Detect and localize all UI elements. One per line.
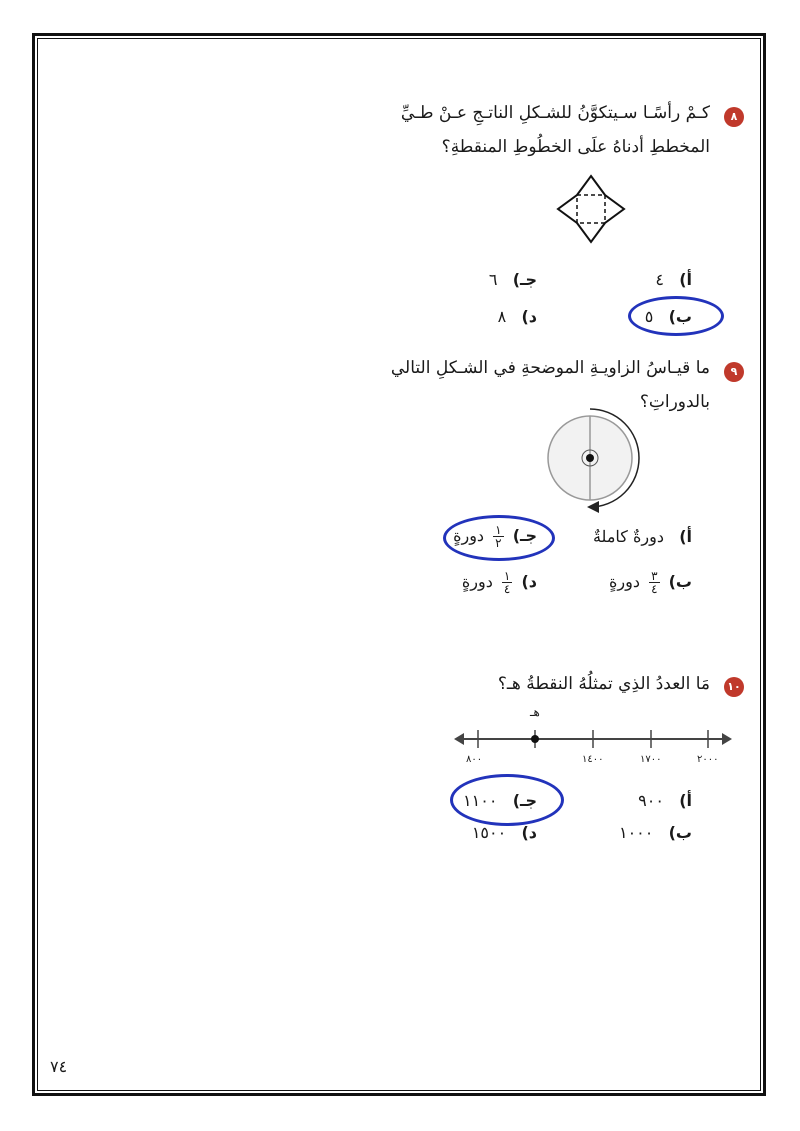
option-value: ١٥٠٠ (471, 823, 507, 842)
question-10-option-a[interactable] (638, 791, 692, 810)
question-10-option-b[interactable] (619, 823, 692, 842)
option-label: أ) (679, 527, 692, 546)
option-value: ١١٠٠ (463, 791, 498, 810)
option-value: دورةٍ (461, 572, 493, 591)
question-8-text-line2: المخططِ أدناهُ علَى الخطُوطِ المنقطةِ؟ (441, 137, 710, 157)
option-label: جـ) (512, 791, 537, 810)
option-value: ٤ (655, 270, 664, 289)
option-label: ب) (668, 572, 692, 591)
question-8-text-line1: كـمْ رأسًـا سـيتكوَّنُ للشـكلِ الناتـجِ عـنْ طـيِّ (400, 103, 710, 123)
option-label: ب) (668, 307, 692, 326)
option-label: د) (521, 572, 537, 591)
number-line-tick-label: ٢٠٠٠ (697, 754, 719, 765)
option-value: ١٠٠٠ (618, 823, 654, 842)
question-8-number-badge: ٨ (724, 107, 744, 127)
option-value: ٩٠٠ (638, 791, 664, 810)
question-9-number-badge: ٩ (724, 362, 744, 382)
option-value: ٥ (644, 307, 654, 326)
question-9-answer-circle (443, 515, 555, 561)
question-8-option-c[interactable] (489, 270, 537, 289)
page-number: ٧٤ (50, 1057, 68, 1076)
option-value: دورةٍ (609, 572, 640, 591)
question-9-text-line2: بالدوراتِ؟ (639, 392, 710, 412)
option-value: دورةٌ كاملةٌ (592, 527, 664, 546)
option-label: أ) (679, 791, 692, 810)
fraction: $\frac{٣}{٤}$ (651, 569, 658, 596)
question-8-answer-circle (628, 296, 724, 336)
question-9-turn-diagram (540, 408, 645, 516)
number-line-tick-label: ٨٠٠ (466, 754, 483, 765)
option-value: ٨ (497, 307, 507, 326)
option-label: جـ) (512, 526, 537, 545)
number-line-point-label: هـ (530, 705, 540, 719)
question-8-option-d[interactable] (498, 307, 537, 326)
question-10-number-line (450, 720, 735, 750)
question-8-option-a[interactable] (655, 270, 692, 289)
option-label: د) (521, 307, 537, 326)
question-10-text-line1: مَا العددُ الذِي تمثلُهُ النقطةُ هـ؟ (497, 674, 710, 694)
option-value: دورةٍ (453, 526, 485, 545)
question-10-answer-circle (450, 774, 564, 826)
number-line-tick-label: ١٤٠٠ (582, 754, 604, 765)
question-8-net-diagram (550, 172, 632, 246)
question-9-text-line1: ما قيـاسُ الزاويـةِ الموضحةِ في الشـكلِ التالي (390, 358, 710, 378)
question-9-option-d[interactable] (462, 570, 537, 595)
option-label: د) (521, 823, 537, 842)
fraction: $\frac{١}{٢}$ (495, 523, 502, 550)
option-label: ب) (668, 823, 692, 842)
number-line-tick-label: ١٧٠٠ (640, 754, 662, 765)
question-10-number-badge: ١٠ (724, 677, 744, 697)
option-value: ٦ (488, 270, 498, 289)
page-border-inner (37, 38, 761, 1091)
question-9-option-a[interactable] (593, 527, 692, 546)
question-9-option-b[interactable] (609, 570, 692, 595)
fraction: $\frac{١}{٤}$ (503, 569, 511, 596)
option-label: جـ) (512, 270, 537, 289)
option-label: أ) (679, 270, 692, 289)
